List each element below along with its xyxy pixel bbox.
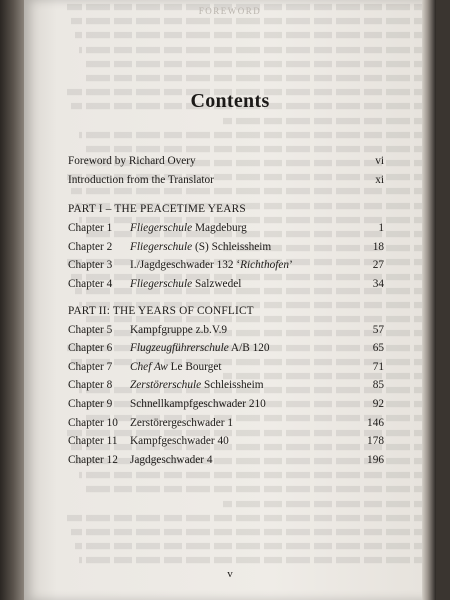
page-title: Contents [190, 90, 270, 112]
toc-entry-introduction [68, 171, 384, 190]
chapter-title: Fliegerschule Magdeburg [130, 222, 247, 235]
chapter-label: Chapter 3 [68, 259, 113, 272]
page-number: v [227, 568, 233, 580]
toc-chapter-row [68, 256, 384, 275]
toc-chapter-row [68, 339, 384, 358]
chapter-title: Zerstörergeschwader 1 [130, 416, 233, 429]
part-heading: PART I – THE PEACETIME YEARS [68, 203, 246, 216]
toc-page-number: 65 [372, 342, 384, 355]
toc-entry-foreword [68, 152, 384, 171]
toc-chapter-row [68, 432, 384, 451]
toc-chapter-row [68, 238, 384, 257]
chapter-title: Kampfgeschwader 40 [130, 435, 229, 448]
toc-page-number: 34 [372, 277, 384, 290]
toc-page-number: 146 [367, 416, 384, 429]
toc-chapter-row [68, 358, 384, 377]
show-through-line [79, 472, 432, 478]
chapter-title: Zerstörerschule Schleissheim [130, 379, 264, 392]
show-through-line [82, 486, 432, 492]
show-through-line [79, 132, 432, 138]
chapter-label: Chapter 11 [68, 435, 118, 448]
show-through-line [82, 61, 432, 67]
book-page [24, 0, 436, 600]
chapter-title: Flugzeugführerschule A/B 120 [130, 342, 270, 355]
chapter-label: Chapter 4 [68, 277, 113, 290]
page-edge-shadow [422, 0, 436, 600]
chapter-label: Chapter 9 [68, 397, 113, 410]
toc-page-number: vi [375, 155, 384, 167]
toc-page-number: 92 [372, 397, 384, 410]
toc-entry-title: Foreword by Richard Overy [68, 155, 196, 167]
show-through-line [79, 557, 432, 563]
chapter-label: Chapter 7 [68, 360, 113, 373]
chapter-title: Kampfgruppe z.b.V.9 [130, 323, 228, 336]
toc-page-number: xi [375, 173, 384, 186]
toc-chapter-row [68, 395, 384, 414]
book-spine-shadow [0, 0, 24, 600]
show-through-line [71, 529, 432, 535]
show-through-line [67, 515, 432, 521]
toc-page-number: 71 [372, 360, 384, 373]
toc-page-number: 178 [367, 435, 384, 448]
toc-chapter-row [68, 376, 384, 395]
toc-page-number: 85 [372, 379, 384, 392]
chapter-title: Schnellkampfgeschwader 210 [130, 397, 266, 410]
chapter-label: Chapter 6 [68, 342, 113, 355]
show-through-line [223, 117, 432, 123]
running-head: FOREWORD [198, 6, 262, 16]
chapter-label: Chapter 8 [68, 379, 113, 392]
toc-page-number: 18 [372, 240, 384, 253]
toc-chapter-row [68, 451, 384, 470]
show-through-line [75, 543, 432, 549]
chapter-title: Fliegerschule (S) Schleissheim [130, 240, 272, 253]
table-of-contents [68, 152, 384, 469]
chapter-label: Chapter 1 [68, 222, 113, 235]
chapter-label: Chapter 12 [68, 453, 118, 466]
chapter-title: Jagdgeschwader 4 [130, 453, 213, 466]
toc-chapter-row [68, 219, 384, 238]
toc-chapter-row [68, 275, 384, 294]
toc-entry-title: Introduction from the Translator [68, 173, 214, 186]
chapter-label: Chapter 5 [68, 323, 113, 336]
toc-page-number: 57 [372, 323, 384, 336]
toc-page-number: 27 [372, 259, 384, 272]
show-through-line [75, 32, 432, 38]
chapter-title: Chef Aw Le Bourget [130, 360, 222, 373]
show-through-line [71, 18, 432, 24]
toc-page-number: 1 [378, 222, 384, 235]
chapter-title: I./Jagdgeschwader 132 ‘Richthofen’ [130, 259, 293, 272]
chapter-label: Chapter 2 [68, 240, 113, 253]
toc-chapter-row [68, 321, 384, 340]
toc-page-number: 196 [367, 453, 384, 466]
chapter-title: Fliegerschule Salzwedel [130, 277, 242, 290]
show-through-line [86, 75, 432, 81]
part-heading: PART II: THE YEARS OF CONFLICT [68, 304, 254, 317]
chapter-label: Chapter 10 [68, 416, 118, 429]
show-through-line [223, 500, 432, 506]
toc-chapter-row [68, 414, 384, 433]
show-through-line [79, 46, 432, 52]
